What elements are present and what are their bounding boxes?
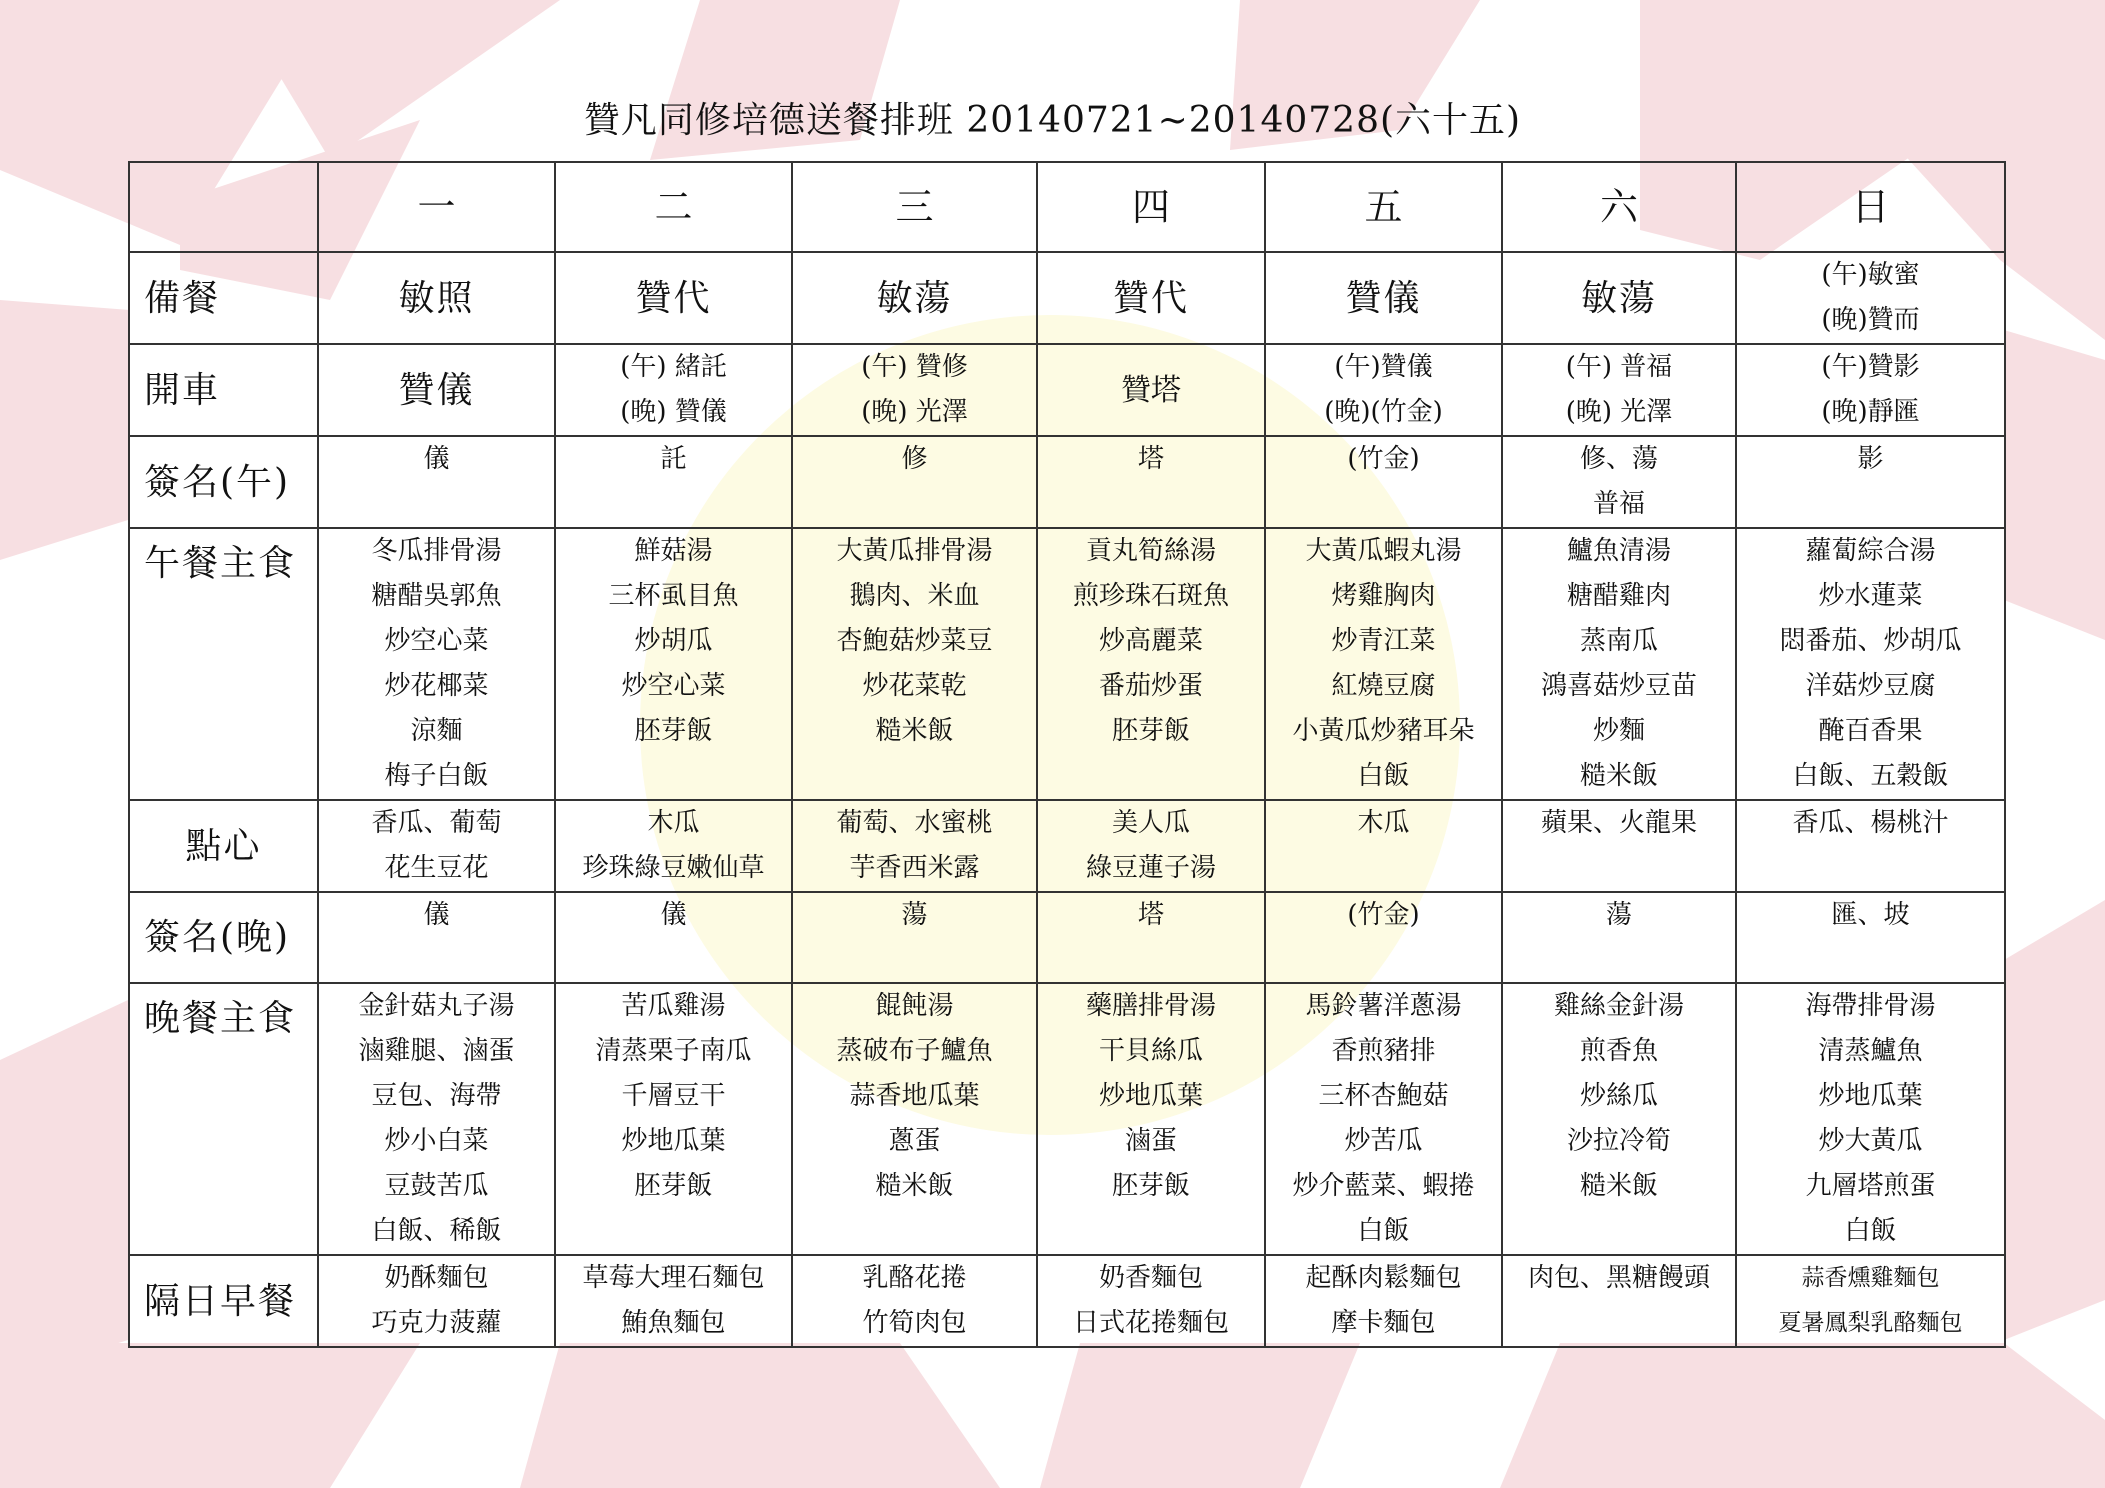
lunch-row: [129, 528, 2005, 800]
prep-cell: (午)敏蜜 (晚)贊而: [1736, 252, 2005, 344]
breakfast-cell: 草莓大理石麵包 鮪魚麵包: [555, 1255, 792, 1347]
header-row: [129, 162, 2005, 252]
sign-cell: 蕩: [792, 892, 1037, 983]
prep-cell: 敏照: [318, 252, 555, 344]
day-header: 一: [318, 162, 555, 252]
sign-cell: 修、蕩 普福: [1502, 436, 1736, 528]
sign-cell: (竹金): [1265, 892, 1502, 983]
lunch-cell: 鮮菇湯 三杯虱目魚 炒胡瓜 炒空心菜 胚芽飯: [555, 528, 792, 800]
lunch-cell: 大黃瓜蝦丸湯 烤雞胸肉 炒青江菜 紅燒豆腐 小黃瓜炒豬耳朵 白飯: [1265, 528, 1502, 800]
sign-cell: 儀: [318, 436, 555, 528]
breakfast-cell: 奶香麵包 日式花捲麵包: [1037, 1255, 1265, 1347]
snack-row: [129, 800, 2005, 892]
prep-cell: 敏蕩: [1502, 252, 1736, 344]
breakfast-cell: 蒜香燻雞麵包 夏暑鳳梨乳酪麵包: [1736, 1255, 2005, 1347]
dinner-cell: 藥膳排骨湯 干貝絲瓜 炒地瓜葉 滷蛋 胚芽飯: [1037, 983, 1265, 1255]
prep-cell: 贊代: [555, 252, 792, 344]
snack-cell: 木瓜 珍珠綠豆嫩仙草: [555, 800, 792, 892]
drive-cell: 贊儀: [318, 344, 555, 436]
lunch-cell: 冬瓜排骨湯 糖醋吳郭魚 炒空心菜 炒花椰菜 涼麵 梅子白飯: [318, 528, 555, 800]
drive-cell: (午) 普福 (晚) 光澤: [1502, 344, 1736, 436]
breakfast-cell: 乳酪花捲 竹筍肉包: [792, 1255, 1037, 1347]
drive-cell: (午)贊影 (晚)靜匯: [1736, 344, 2005, 436]
dinner-cell: 雞絲金針湯 煎香魚 炒絲瓜 沙拉冷筍 糙米飯: [1502, 983, 1736, 1255]
snack-cell: 美人瓜 綠豆蓮子湯: [1037, 800, 1265, 892]
drive-cell: (午) 緒託 (晚) 贊儀: [555, 344, 792, 436]
sign-cell: 塔: [1037, 436, 1265, 528]
row-label-sign-eve: 簽名(晚): [129, 892, 318, 983]
prep-row: [129, 252, 2005, 344]
breakfast-cell: 肉包、黑糖饅頭: [1502, 1255, 1736, 1347]
snack-cell: 香瓜、楊桃汁: [1736, 800, 2005, 892]
day-header: 六: [1502, 162, 1736, 252]
day-header: 日: [1736, 162, 2005, 252]
row-label-lunch: 午餐主食: [129, 528, 318, 800]
day-header: 四: [1037, 162, 1265, 252]
sign-cell: 影: [1736, 436, 2005, 528]
lunch-cell: 大黃瓜排骨湯 鵝肉、米血 杏鮑菇炒菜豆 炒花菜乾 糙米飯: [792, 528, 1037, 800]
day-header: 二: [555, 162, 792, 252]
snack-cell: 香瓜、葡萄 花生豆花: [318, 800, 555, 892]
dinner-row: [129, 983, 2005, 1255]
sign-cell: 修: [792, 436, 1037, 528]
breakfast-cell: 起酥肉鬆麵包 摩卡麵包: [1265, 1255, 1502, 1347]
lunch-cell: 蘿蔔綜合湯 炒水蓮菜 悶番茄、炒胡瓜 洋菇炒豆腐 醃百香果 白飯、五穀飯: [1736, 528, 2005, 800]
snack-cell: 木瓜: [1265, 800, 1502, 892]
sign-cell: 塔: [1037, 892, 1265, 983]
sign-cell: 蕩: [1502, 892, 1736, 983]
row-label-drive: 開車: [129, 344, 318, 436]
drive-row: [129, 344, 2005, 436]
lunch-cell: 貢丸筍絲湯 煎珍珠石斑魚 炒高麗菜 番茄炒蛋 胚芽飯: [1037, 528, 1265, 800]
page-title: 贊凡同修培德送餐排班 20140721~20140728(六十五): [583, 100, 1522, 141]
snack-cell: 葡萄、水蜜桃 芋香西米露: [792, 800, 1037, 892]
lunch-cell: 鱸魚清湯 糖醋雞肉 蒸南瓜 鴻喜菇炒豆苗 炒麵 糙米飯: [1502, 528, 1736, 800]
sign-cell: 儀: [318, 892, 555, 983]
breakfast-row: [129, 1255, 2005, 1347]
row-label-dinner: 晚餐主食: [129, 983, 318, 1255]
drive-cell: 贊塔: [1037, 344, 1265, 436]
day-header: 五: [1265, 162, 1502, 252]
sign-cell: 匯、坡: [1736, 892, 2005, 983]
schedule-table: [128, 161, 2006, 1348]
snack-cell: 蘋果、火龍果: [1502, 800, 1736, 892]
dinner-cell: 金針菇丸子湯 滷雞腿、滷蛋 豆包、海帶 炒小白菜 豆鼓苦瓜 白飯、稀飯: [318, 983, 555, 1255]
day-header: 三: [792, 162, 1037, 252]
drive-cell: (午)贊儀 (晚)(竹金): [1265, 344, 1502, 436]
sign-cell: 託: [555, 436, 792, 528]
breakfast-cell: 奶酥麵包 巧克力菠蘿: [318, 1255, 555, 1347]
prep-cell: 贊儀: [1265, 252, 1502, 344]
sign-noon-row: [129, 436, 2005, 528]
sign-cell: (竹金): [1265, 436, 1502, 528]
sign-eve-row: [129, 892, 2005, 983]
prep-cell: 敏蕩: [792, 252, 1037, 344]
row-label-breakfast: 隔日早餐: [129, 1255, 318, 1347]
sign-cell: 儀: [555, 892, 792, 983]
drive-cell: (午) 贊修 (晚) 光澤: [792, 344, 1037, 436]
dinner-cell: 海帶排骨湯 清蒸鱸魚 炒地瓜葉 炒大黃瓜 九層塔煎蛋 白飯: [1736, 983, 2005, 1255]
corner-cell: [129, 162, 318, 252]
row-label-sign-noon: 簽名(午): [129, 436, 318, 528]
prep-cell: 贊代: [1037, 252, 1265, 344]
row-label-snack: 點心: [129, 800, 318, 892]
dinner-cell: 苦瓜雞湯 清蒸栗子南瓜 千層豆干 炒地瓜葉 胚芽飯: [555, 983, 792, 1255]
dinner-cell: 餛飩湯 蒸破布子鱸魚 蒜香地瓜葉 蔥蛋 糙米飯: [792, 983, 1037, 1255]
dinner-cell: 馬鈴薯洋蔥湯 香煎豬排 三杯杏鮑菇 炒苦瓜 炒介藍菜、蝦捲 白飯: [1265, 983, 1502, 1255]
row-label-prep: 備餐: [129, 252, 318, 344]
